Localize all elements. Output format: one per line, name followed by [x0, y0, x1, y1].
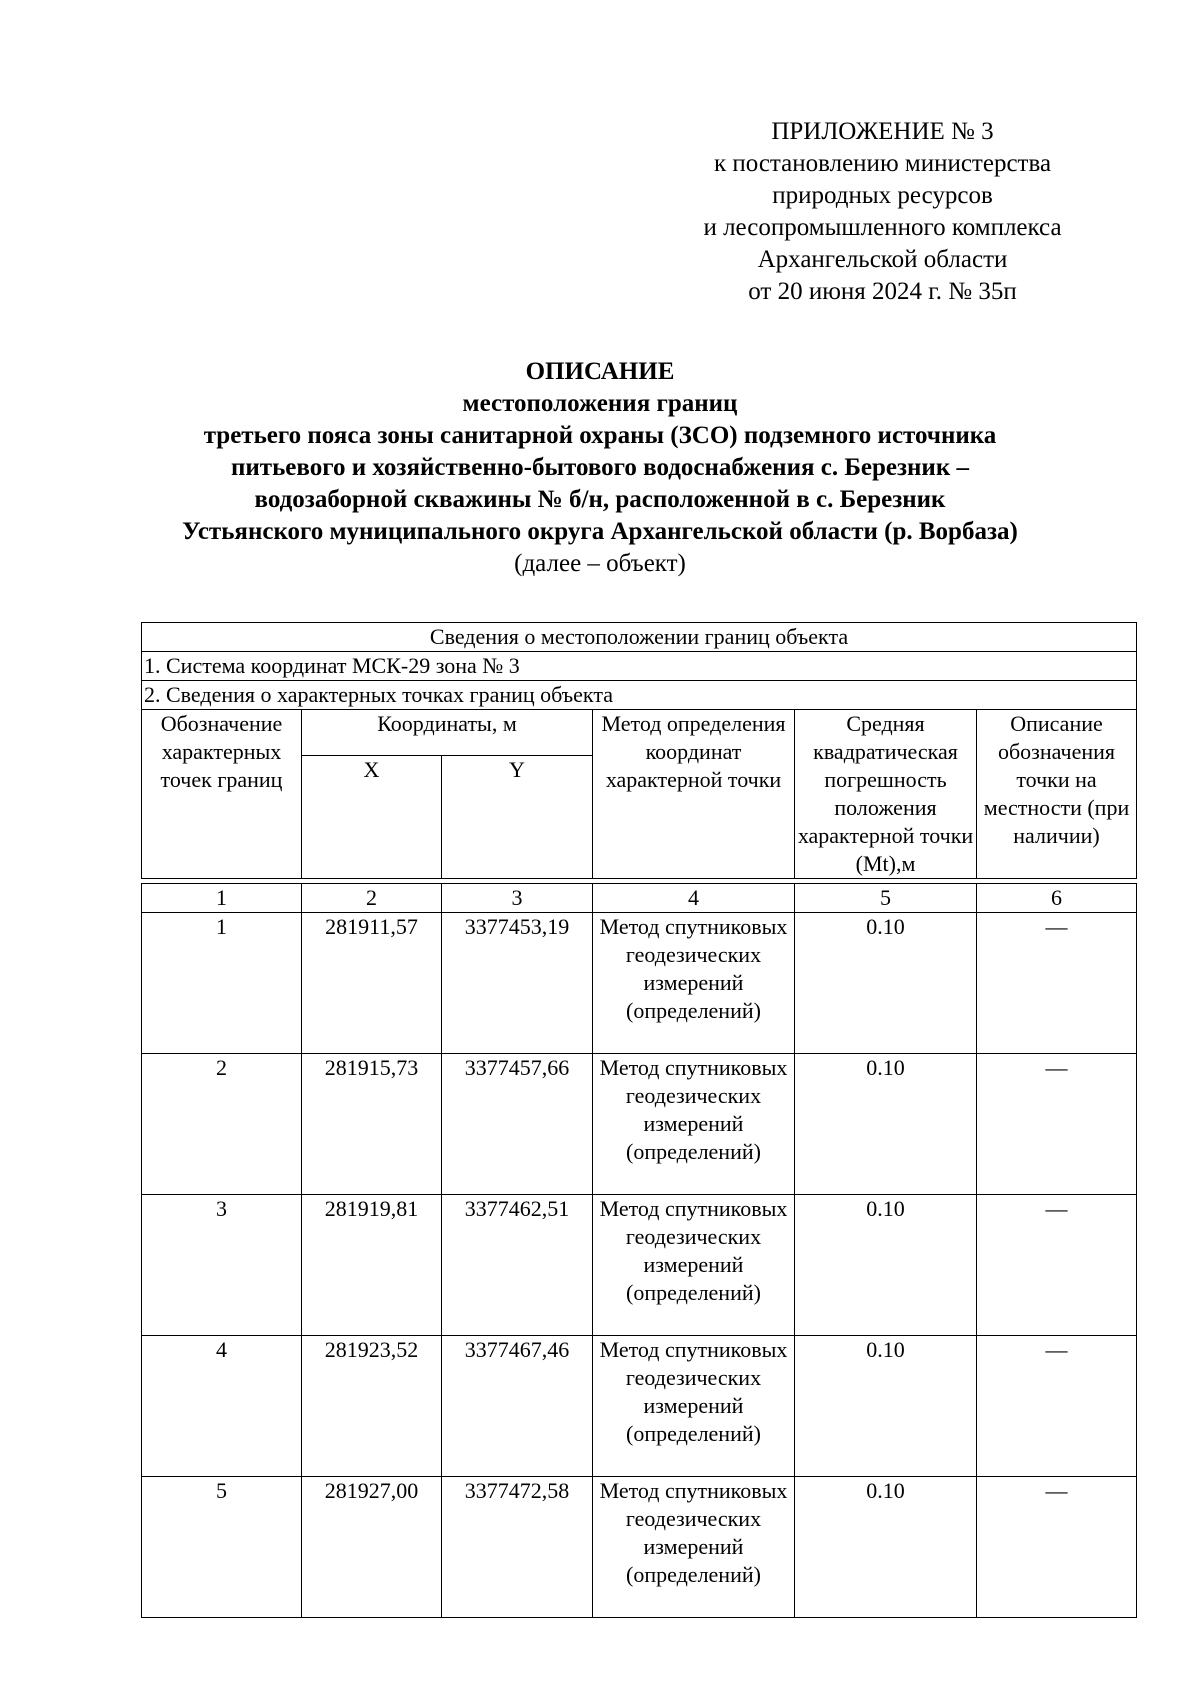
heading-line: местоположения границ: [462, 390, 738, 417]
column-number: 6: [977, 884, 1137, 913]
heading-line: водозаборной скважины № б/н, расположенной в с. Березник: [254, 486, 946, 513]
table-row: [142, 1054, 1137, 1195]
column-number: 2: [302, 884, 442, 913]
x-coordinate: 281927,00: [302, 1477, 442, 1618]
method-cell: Метод спутниковых геодезических измерений (определений): [593, 1336, 795, 1477]
header-designation: Обозначение характерных точек границ: [142, 710, 302, 879]
y-coordinate: 3377467,46: [442, 1336, 593, 1477]
appendix-line: и лесопромышленного комплекса: [703, 214, 1062, 241]
x-coordinate: 281923,52: [302, 1336, 442, 1477]
error-cell: 0.10: [795, 913, 977, 1054]
header-coordinates: Координаты, м: [302, 710, 593, 756]
appendix-line: к постановлению министерства: [713, 150, 1052, 177]
error-cell: 0.10: [795, 1195, 977, 1336]
description-cell: —: [977, 1195, 1137, 1336]
appendix-block: [655, 116, 1110, 308]
method-cell: Метод спутниковых геодезических измерений (определений): [593, 1195, 795, 1336]
method-cell: Метод спутниковых геодезических измерений (определений): [593, 1477, 795, 1618]
table-row: [142, 1477, 1137, 1618]
error-cell: 0.10: [795, 1054, 977, 1195]
point-number: 4: [142, 1336, 302, 1477]
document-heading: [120, 356, 1080, 580]
column-number: 1: [142, 884, 302, 913]
error-cell: 0.10: [795, 1477, 977, 1618]
points-info-row: 2. Сведения о характерных точках границ объекта: [142, 681, 1137, 710]
y-coordinate: 3377462,51: [442, 1195, 593, 1336]
column-number-row: [142, 884, 1137, 913]
description-cell: —: [977, 1336, 1137, 1477]
point-number: 5: [142, 1477, 302, 1618]
appendix-line: Архангельской области: [757, 246, 1008, 273]
point-number: 3: [142, 1195, 302, 1336]
description-cell: —: [977, 913, 1137, 1054]
document-title: ОПИСАНИЕ: [525, 358, 675, 385]
heading-line: Устьянского муниципального округа Архангельской области (р. Ворбаза): [182, 518, 1018, 545]
heading-line: питьевого и хозяйственно-бытового водоснабжения с. Березник –: [230, 454, 969, 481]
table-caption: Сведения о местоположении границ объекта: [142, 623, 1137, 652]
error-cell: 0.10: [795, 1336, 977, 1477]
x-coordinate: 281911,57: [302, 913, 442, 1054]
method-cell: Метод спутниковых геодезических измерений (определений): [593, 1054, 795, 1195]
header-error: Средняя квадратическая погрешность положения характерной точки (Mt),м: [795, 710, 977, 879]
y-coordinate: 3377457,66: [442, 1054, 593, 1195]
x-coordinate: 281919,81: [302, 1195, 442, 1336]
column-number: 5: [795, 884, 977, 913]
boundary-points-table: [141, 883, 1137, 1618]
description-cell: —: [977, 1477, 1137, 1618]
heading-note: (далее – объект): [514, 550, 686, 577]
coordinate-system-row: 1. Система координат МСК-29 зона № 3: [142, 652, 1137, 681]
method-cell: Метод спутниковых геодезических измерений (определений): [593, 913, 795, 1054]
heading-line: третьего пояса зоны санитарной охраны (ЗСО) подземного источника: [203, 422, 997, 449]
header-y: Y: [442, 756, 593, 879]
description-cell: —: [977, 1054, 1137, 1195]
column-number: 4: [593, 884, 795, 913]
table-row: [142, 1336, 1137, 1477]
boundary-table-header: [141, 622, 1137, 879]
point-number: 1: [142, 913, 302, 1054]
appendix-line: ПРИЛОЖЕНИЕ № 3: [771, 118, 994, 145]
header-description: Описание обозначения точки на местности (при наличии): [977, 710, 1137, 879]
header-method: Метод определения координат характерной точки: [593, 710, 795, 879]
x-coordinate: 281915,73: [302, 1054, 442, 1195]
appendix-line: природных ресурсов: [772, 182, 993, 209]
header-x: X: [302, 756, 442, 879]
table-row: [142, 913, 1137, 1054]
point-number: 2: [142, 1054, 302, 1195]
y-coordinate: 3377472,58: [442, 1477, 593, 1618]
column-number: 3: [442, 884, 593, 913]
y-coordinate: 3377453,19: [442, 913, 593, 1054]
appendix-line: от 20 июня 2024 г. № 35п: [748, 278, 1017, 305]
table-row: [142, 1195, 1137, 1336]
